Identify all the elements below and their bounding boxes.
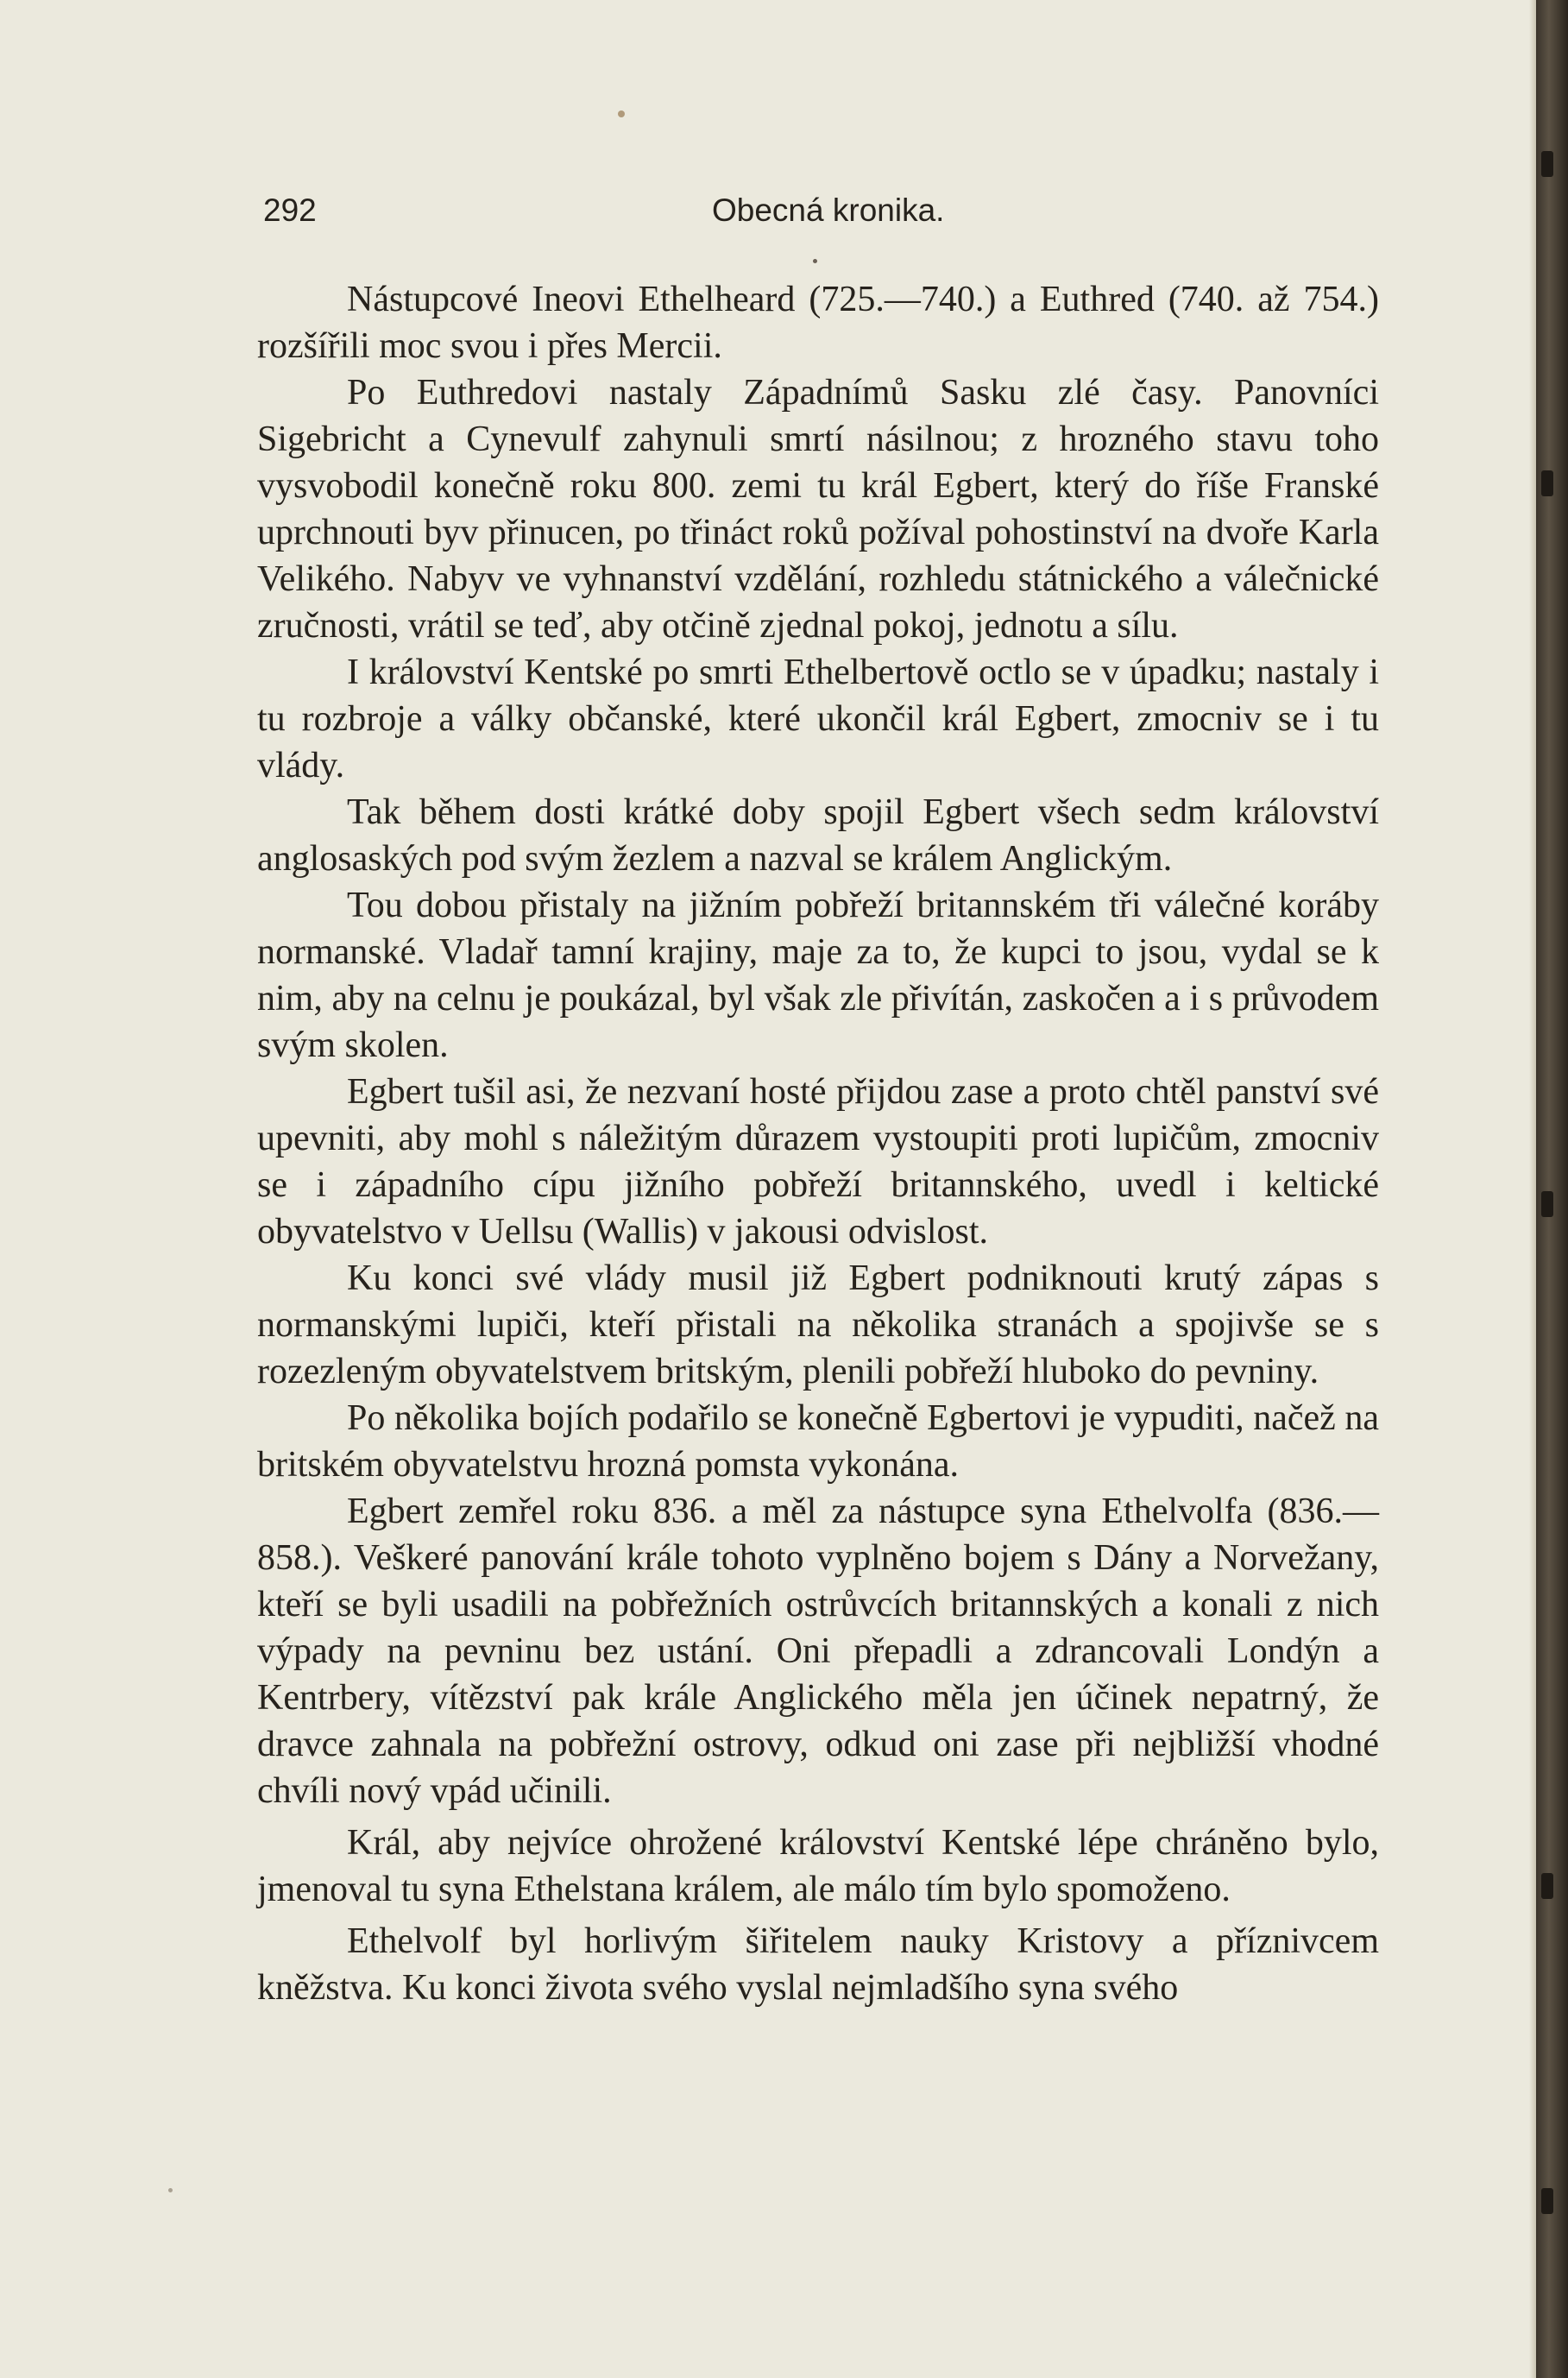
paragraph: Egbert zemřel roku 836. a měl za nástupce syna Ethelvolfa (836.—858.). Veškeré panování krále tohoto vyplněno bojem s Dány a Norvežany, kteří se byli usadili na pobřežních ostrůvcích britannských a konali z nich výpady na pevninu bez ustání. Oni přepadli a zdrancovali Londýn a Kentrbery, vítězství pak krále Anglického měla jen účinek nepatrný, že dravce zahnala na pobřežní ostrovy, odkud oni zase při nejbližší vhodné chvíli nový vpád učinili. (257, 1492, 1379, 1811)
body-text (257, 276, 1379, 2011)
page-number: 292 (263, 192, 317, 228)
paper-speck (168, 2188, 173, 2192)
paper-speck (813, 259, 817, 263)
paragraph: Egbert tušil asi, že nezvaní hosté přijdou zase a proto chtěl panství své upevniti, aby mohl s náležitým důrazem vystoupiti proti lupičům, zmocniv se i západního cípu jižního pobřeží britannského, uvedl i keltické obyvatelstvo v Uellsu (Wallis) v jakousi odvislost. (257, 1072, 1379, 1252)
paper-speck (618, 110, 625, 117)
paragraph: Nástupcové Ineovi Ethelheard (725.—740.) a Euthred (740. až 754.) rozšířili moc svou i přes Mercii. (257, 280, 1379, 366)
page-edge-shadow (1529, 0, 1536, 2378)
edge-mark (1541, 2188, 1553, 2214)
paragraph: Tak během dosti krátké doby spojil Egbert všech sedm království anglosaských pod svým žezlem a nazval se králem Anglickým. (257, 792, 1379, 879)
book-spine (1536, 0, 1568, 2378)
paragraph: Tou dobou přistaly na jižním pobřeží britannském tři válečné koráby normanské. Vladař tamní krajiny, maje za to, že kupci to jsou, vydal se k nim, aby na celnu je poukázal, byl však zle přivítán, zaskočen a i s průvodem svým skolen. (257, 886, 1379, 1065)
paragraph: Po několika bojích podařilo se konečně Egbertovi je vypuditi, načež na britském obyvatelstvu hrozná pomsta vykonána. (257, 1398, 1379, 1485)
edge-mark (1541, 470, 1553, 496)
running-title: Obecná kronika. (712, 192, 945, 228)
edge-mark (1541, 1873, 1553, 1899)
edge-mark (1541, 1191, 1553, 1217)
edge-mark (1541, 151, 1553, 177)
paragraph: Po Euthredovi nastaly Západnímů Sasku zlé časy. Panovníci Sigebricht a Cynevulf zahynuli smrtí násilnou; z hrozného stavu toho vysvobodil konečně roku 800. zemi tu král Egbert, který do říše Franské uprchnouti byv přinucen, po třináct roků požíval pohostinství na dvoře Karla Velikého. Nabyv ve vyhnanství vzdělání, rozhledu státnického a válečnické zručnosti, vrátil se teď, aby otčině zjednal pokoj, jednotu a sílu. (257, 373, 1379, 646)
paragraph: Král, aby nejvíce ohrožené království Kentské lépe chráněno bylo, jmenoval tu syna Ethelstana králem, ale málo tím bylo spomoženo. (257, 1823, 1379, 1909)
paragraph: I království Kentské po smrti Ethelbertově octlo se v úpadku; nastaly i tu rozbroje a války občanské, které ukončil král Egbert, zmocniv se i tu vlády. (257, 653, 1379, 785)
paragraph: Ethelvolf byl horlivým šiřitelem nauky Kristovy a příznivcem kněžstva. Ku konci života svého vyslal nejmladšího syna svého (257, 1921, 1379, 2008)
paragraph: Ku konci své vlády musil již Egbert podniknouti krutý zápas s normanskými lupiči, kteří přistali na několika stranách a spojivše se s rozezleným obyvatelstvem britským, plenili pobřeží hluboko do pevniny. (257, 1258, 1379, 1391)
page-header (263, 185, 1376, 237)
